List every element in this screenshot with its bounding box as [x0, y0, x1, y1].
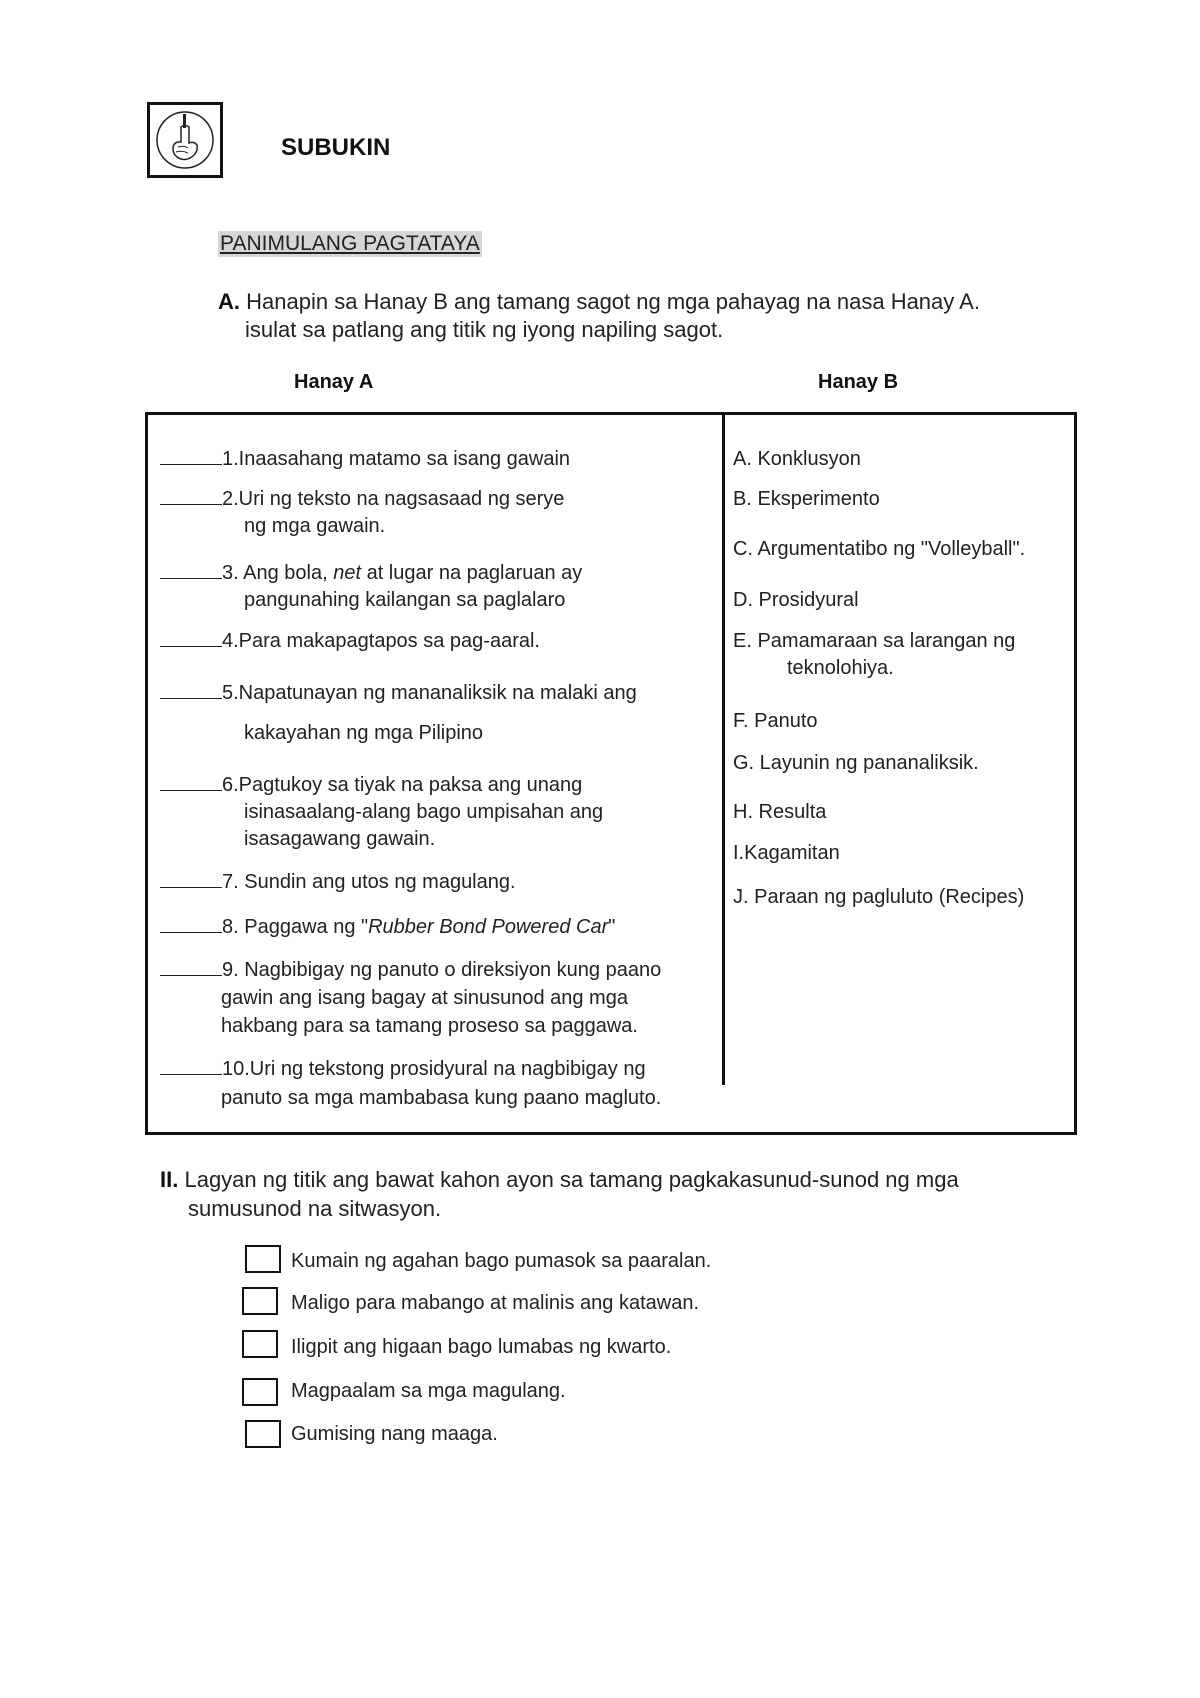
- hanay-a-header: Hanay A: [294, 371, 374, 393]
- section-subtitle: PANIMULANG PAGTATAYA: [220, 232, 480, 255]
- hanay-a-item-1: 1.Inaasahang matamo sa isang gawain: [160, 446, 570, 473]
- order-item-5: Gumising nang maaga.: [291, 1423, 498, 1445]
- hanay-b-item-i: I.Kagamitan: [733, 842, 840, 864]
- order-box-5[interactable]: [245, 1420, 281, 1448]
- section-a-instruction: [218, 288, 1118, 316]
- answer-blank-5[interactable]: [160, 680, 222, 699]
- answer-blank-8[interactable]: [160, 914, 222, 933]
- section-2-instruction-line2: sumusunod na sitwasyon.: [188, 1196, 442, 1221]
- hanay-a-item-9: 9. Nagbibigay ng panuto o direksiyon kung paano: [160, 957, 661, 984]
- answer-blank-10[interactable]: [160, 1056, 222, 1075]
- hanay-b-header: Hanay B: [818, 371, 899, 393]
- answer-blank-2[interactable]: [160, 486, 222, 505]
- answer-blank-9[interactable]: [160, 957, 222, 976]
- hanay-b-item-d: D. Prosidyural: [733, 589, 859, 611]
- order-item-3: Iligpit ang higaan bago lumabas ng kwarto.: [291, 1336, 672, 1358]
- order-box-4[interactable]: [242, 1378, 278, 1406]
- header-icon-frame: [147, 102, 223, 178]
- hanay-b-item-j: J. Paraan ng pagluluto (Recipes): [733, 886, 1025, 908]
- hanay-a-item-10-cont: panuto sa mga mambabasa kung paano magluto.: [221, 1087, 662, 1109]
- section-2-instruction: [160, 1165, 959, 1194]
- hanay-b-item-a: A. Konklusyon: [733, 448, 861, 470]
- hanay-a-item-3-cont: pangunahing kailangan sa paglalaro: [244, 589, 566, 611]
- hanay-b-item-f: F. Panuto: [733, 710, 818, 732]
- hanay-a-item-9-cont-2: hakbang para sa tamang proseso sa paggawa.: [221, 1015, 638, 1037]
- answer-blank-4[interactable]: [160, 628, 222, 647]
- order-item-2: Maligo para mabango at malinis ang katawan.: [291, 1292, 700, 1314]
- pointing-hand-icon: [154, 109, 216, 171]
- order-box-1[interactable]: [245, 1245, 281, 1273]
- hanay-a-item-6: 6.Pagtukoy sa tiyak na paksa ang unang: [160, 772, 582, 799]
- hanay-a-item-8: 8. Paggawa ng "Rubber Bond Powered Car": [160, 914, 615, 941]
- hanay-a-item-10: 10.Uri ng tekstong prosidyural na nagbibigay ng: [160, 1056, 646, 1083]
- hanay-a-item-2: 2.Uri ng teksto na nagsasaad ng serye: [160, 486, 564, 513]
- hanay-b-item-g: G. Layunin ng pananaliksik.: [733, 752, 979, 774]
- hanay-a-item-4: 4.Para makapagtapos sa pag-aaral.: [160, 628, 540, 655]
- section-2-instruction-line1: Lagyan ng titik ang bawat kahon ayon sa tamang pagkakasunud-sunod ng mga: [184, 1167, 959, 1192]
- hanay-b-item-h: H. Resulta: [733, 801, 827, 823]
- hanay-a-item-3: 3. Ang bola, net at lugar na paglaruan ay: [160, 560, 582, 587]
- hanay-a-item-2-cont: ng mga gawain.: [244, 515, 386, 537]
- hanay-b-item-b: B. Eksperimento: [733, 488, 880, 510]
- answer-blank-6[interactable]: [160, 772, 222, 791]
- order-box-2[interactable]: [242, 1287, 278, 1315]
- order-item-1: Kumain ng agahan bago pumasok sa paaralan.: [291, 1250, 712, 1272]
- answer-blank-7[interactable]: [160, 869, 222, 888]
- order-box-3[interactable]: [242, 1330, 278, 1358]
- hanay-b-item-e: E. Pamamaraan sa larangan ng: [733, 630, 1016, 652]
- table-divider: [722, 412, 725, 1085]
- section-a-instruction-line1: Hanapin sa Hanay B ang tamang sagot ng mga pahayag na nasa Hanay A.: [246, 289, 980, 314]
- hanay-a-item-6-cont-1: isinasaalang-alang bago umpisahan ang: [244, 801, 604, 823]
- hanay-b-item-c: C. Argumentatibo ng "Volleyball".: [733, 538, 1026, 560]
- hanay-a-item-9-cont-1: gawin ang isang bagay at sinusunod ang mga: [221, 987, 628, 1009]
- hanay-b-item-e-cont: teknolohiya.: [787, 657, 894, 679]
- section-a-instruction-line2: isulat sa patlang ang titik ng iyong napiling sagot.: [245, 317, 724, 342]
- hanay-a-item-6-cont-2: isasagawang gawain.: [244, 828, 436, 850]
- hanay-a-item-5-cont: kakayahan ng mga Pilipino: [244, 722, 484, 744]
- page-title: SUBUKIN: [281, 134, 391, 161]
- answer-blank-3[interactable]: [160, 560, 222, 579]
- order-item-4: Magpaalam sa mga magulang.: [291, 1380, 566, 1402]
- section-a-letter: A.: [218, 289, 240, 314]
- section-2-numeral: II.: [160, 1167, 179, 1192]
- hanay-a-item-7: 7. Sundin ang utos ng magulang.: [160, 869, 516, 896]
- hanay-a-item-5: 5.Napatunayan ng mananaliksik na malaki ang: [160, 680, 637, 707]
- answer-blank-1[interactable]: [160, 446, 222, 465]
